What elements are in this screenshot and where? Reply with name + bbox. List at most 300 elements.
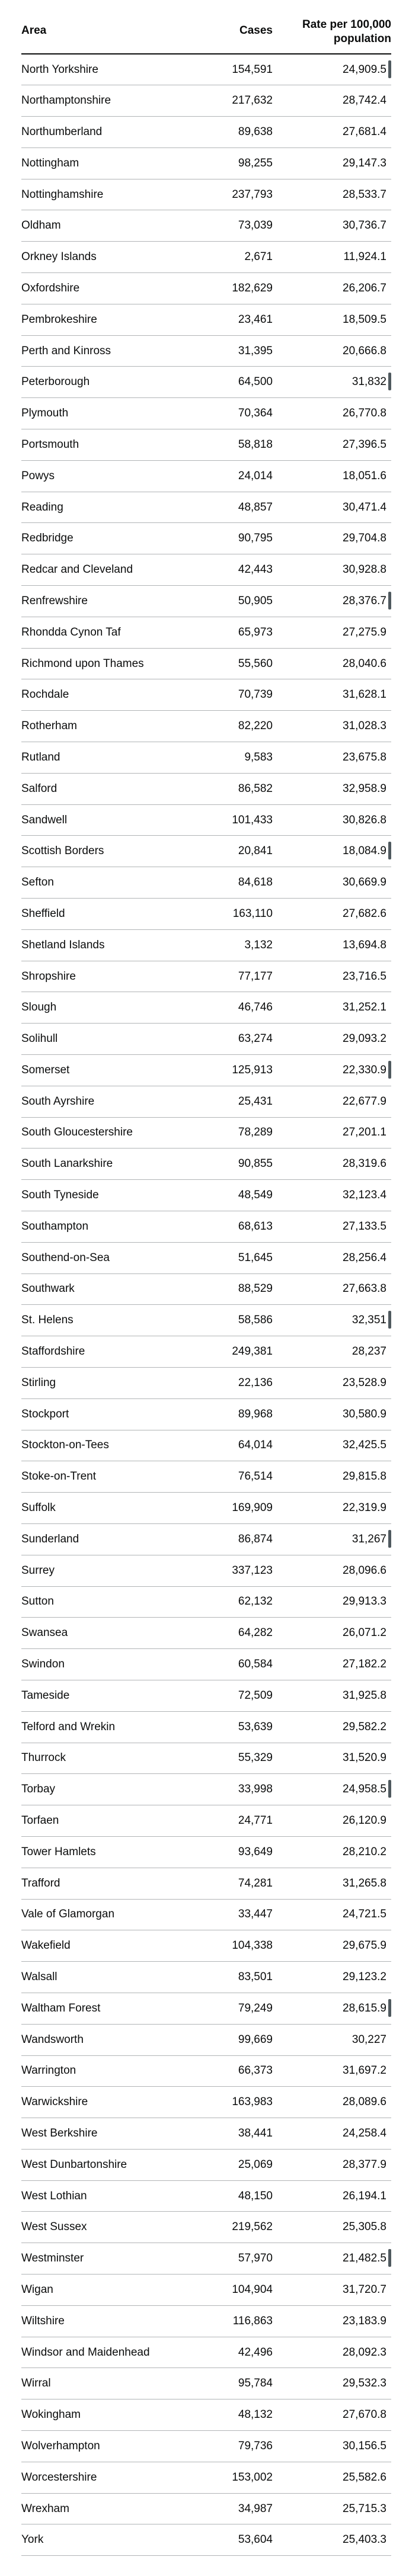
column-header-rate[interactable]: Rate per 100,000 population xyxy=(276,0,391,54)
table-row xyxy=(21,367,391,398)
cases-cell: 79,736 xyxy=(199,2431,276,2462)
rate-value: 32,351 xyxy=(352,1314,386,1327)
area-cell: North Yorkshire xyxy=(21,54,199,85)
rate-cell xyxy=(276,2275,391,2306)
rate-value: 28,237 xyxy=(352,1345,386,1358)
area-cell: St. Helens xyxy=(21,1305,199,1336)
cases-cell: 33,447 xyxy=(199,1899,276,1930)
table-row xyxy=(21,54,391,85)
cases-cell: 42,443 xyxy=(199,554,276,586)
cases-cell: 93,649 xyxy=(199,1836,276,1868)
rate-cell xyxy=(276,460,391,492)
rate-value: 32,958.9 xyxy=(343,782,386,795)
rate-value: 30,580.9 xyxy=(343,1407,386,1420)
cases-cell: 90,795 xyxy=(199,523,276,554)
rate-value: 18,509.5 xyxy=(343,313,386,326)
rate-value: 28,096.6 xyxy=(343,1564,386,1577)
rate-value: 24,721.5 xyxy=(343,1908,386,1921)
area-cell: Wolverhampton xyxy=(21,2431,199,2462)
rate-cell xyxy=(276,1461,391,1493)
cases-cell: 89,968 xyxy=(199,1398,276,1430)
cases-cell: 53,604 xyxy=(199,2524,276,2556)
table-row xyxy=(21,1649,391,1680)
rate-cell xyxy=(276,304,391,335)
cases-cell: 77,177 xyxy=(199,961,276,992)
rate-cell xyxy=(276,2462,391,2493)
cases-cell: 99,669 xyxy=(199,2024,276,2055)
rate-value: 22,677.9 xyxy=(343,1095,386,1108)
cases-cell: 101,433 xyxy=(199,804,276,836)
area-cell: South Gloucestershire xyxy=(21,1117,199,1149)
rate-value: 25,305.8 xyxy=(343,2221,386,2234)
rate-value: 28,533.7 xyxy=(343,188,386,201)
cases-cell: 25,431 xyxy=(199,1086,276,1117)
table-row xyxy=(21,2368,391,2399)
area-cell: Tower Hamlets xyxy=(21,1836,199,1868)
table-row xyxy=(21,773,391,804)
cases-cell: 57,970 xyxy=(199,2243,276,2275)
area-cell: Torfaen xyxy=(21,1805,199,1837)
cases-cell: 48,549 xyxy=(199,1180,276,1211)
rate-value: 27,682.6 xyxy=(343,907,386,920)
scroll-indicator[interactable] xyxy=(388,1780,391,1798)
area-cell: Torbay xyxy=(21,1774,199,1805)
table-row xyxy=(21,554,391,586)
cases-cell: 24,771 xyxy=(199,1805,276,1837)
table-row xyxy=(21,1962,391,1993)
rate-value: 18,051.6 xyxy=(343,469,386,482)
rate-cell xyxy=(276,1555,391,1586)
scroll-indicator[interactable] xyxy=(388,1530,391,1548)
rate-value: 29,093.2 xyxy=(343,1032,386,1045)
rate-value: 29,913.3 xyxy=(343,1595,386,1608)
cases-cell: 42,496 xyxy=(199,2337,276,2368)
cases-cell: 219,562 xyxy=(199,2212,276,2243)
rate-cell xyxy=(276,742,391,774)
rate-value: 29,582.2 xyxy=(343,1720,386,1733)
rate-value: 30,471.4 xyxy=(343,501,386,514)
rate-cell xyxy=(276,992,391,1024)
rate-cell xyxy=(276,2118,391,2150)
rate-cell xyxy=(276,1273,391,1305)
scroll-indicator[interactable] xyxy=(388,2249,391,2267)
area-cell: Orkney Islands xyxy=(21,242,199,273)
rate-cell xyxy=(276,1805,391,1837)
rate-cell xyxy=(276,2524,391,2556)
cases-cell: 51,645 xyxy=(199,1242,276,1273)
rate-value: 27,133.5 xyxy=(343,1220,386,1233)
table-row xyxy=(21,179,391,210)
rate-cell xyxy=(276,2055,391,2087)
area-cell: Southampton xyxy=(21,1211,199,1242)
area-cell: Oldham xyxy=(21,210,199,242)
rate-cell xyxy=(276,179,391,210)
scroll-indicator[interactable] xyxy=(388,1999,391,2017)
table-row xyxy=(21,2243,391,2275)
table-header xyxy=(21,0,391,54)
rate-cell xyxy=(276,1336,391,1368)
rate-value: 27,201.1 xyxy=(343,1126,386,1139)
table-row xyxy=(21,929,391,961)
rate-value: 30,928.8 xyxy=(343,563,386,576)
rate-cell xyxy=(276,273,391,304)
table-row xyxy=(21,1180,391,1211)
table-row xyxy=(21,836,391,867)
area-cell: Nottingham xyxy=(21,147,199,179)
rate-cell xyxy=(276,1367,391,1398)
rate-cell xyxy=(276,1586,391,1618)
rate-cell xyxy=(276,1680,391,1711)
area-cell: Reading xyxy=(21,492,199,523)
rate-value: 28,376.7 xyxy=(343,594,386,607)
cases-cell: 163,983 xyxy=(199,2087,276,2118)
rate-cell xyxy=(276,2431,391,2462)
table-row xyxy=(21,523,391,554)
table-row xyxy=(21,117,391,148)
table-row xyxy=(21,1086,391,1117)
area-cell: Sefton xyxy=(21,867,199,899)
cases-cell: 22,136 xyxy=(199,1367,276,1398)
table-row xyxy=(21,1273,391,1305)
table-row xyxy=(21,492,391,523)
area-cell: Swindon xyxy=(21,1649,199,1680)
rate-cell xyxy=(276,147,391,179)
rate-value: 20,666.8 xyxy=(343,344,386,357)
table-row xyxy=(21,1398,391,1430)
rate-value: 29,147.3 xyxy=(343,156,386,169)
scroll-indicator[interactable] xyxy=(388,842,391,859)
rate-value: 23,183.9 xyxy=(343,2314,386,2327)
cases-cell: 34,987 xyxy=(199,2493,276,2524)
cases-cell: 74,281 xyxy=(199,1868,276,1899)
rate-cell xyxy=(276,554,391,586)
area-cell: Southend-on-Sea xyxy=(21,1242,199,1273)
rate-value: 28,089.6 xyxy=(343,2096,386,2109)
area-cell: Wandsworth xyxy=(21,2024,199,2055)
cases-cell: 3,132 xyxy=(199,929,276,961)
area-cell: Pembrokeshire xyxy=(21,304,199,335)
column-header-cases[interactable]: Cases xyxy=(199,0,276,54)
area-cell: Stoke-on-Trent xyxy=(21,1461,199,1493)
rate-cell xyxy=(276,773,391,804)
area-cell: Salford xyxy=(21,773,199,804)
cases-cell: 104,338 xyxy=(199,1930,276,1962)
area-cell: Oxfordshire xyxy=(21,273,199,304)
area-cell: Telford and Wrekin xyxy=(21,1711,199,1743)
rate-cell xyxy=(276,1055,391,1086)
table-row xyxy=(21,1149,391,1180)
area-cell: Shetland Islands xyxy=(21,929,199,961)
rate-value: 31,028.3 xyxy=(343,720,386,733)
cases-cell: 76,514 xyxy=(199,1461,276,1493)
rate-cell xyxy=(276,2180,391,2212)
area-cell: Rhondda Cynon Taf xyxy=(21,617,199,648)
rate-cell xyxy=(276,210,391,242)
cases-cell: 62,132 xyxy=(199,1586,276,1618)
table-row xyxy=(21,1024,391,1055)
scroll-indicator[interactable] xyxy=(388,373,391,390)
rate-value: 25,715.3 xyxy=(343,2502,386,2515)
cases-cell: 58,818 xyxy=(199,429,276,461)
rate-value: 23,675.8 xyxy=(343,750,386,764)
rate-value: 27,396.5 xyxy=(343,438,386,451)
table-row xyxy=(21,1461,391,1493)
area-cell: Worcestershire xyxy=(21,2462,199,2493)
rate-value: 31,832 xyxy=(352,376,386,389)
area-cell: York xyxy=(21,2524,199,2556)
rate-value: 26,770.8 xyxy=(343,407,386,420)
cases-cell: 55,560 xyxy=(199,648,276,679)
rate-value: 27,681.4 xyxy=(343,125,386,138)
rate-cell xyxy=(276,711,391,742)
table-row xyxy=(21,1805,391,1837)
rate-cell xyxy=(276,85,391,117)
cases-cell: 217,632 xyxy=(199,85,276,117)
cases-cell: 237,793 xyxy=(199,179,276,210)
table-row xyxy=(21,1305,391,1336)
scroll-indicator[interactable] xyxy=(388,1061,391,1079)
rate-cell xyxy=(276,523,391,554)
area-cell: Wiltshire xyxy=(21,2305,199,2337)
rate-cell xyxy=(276,1149,391,1180)
area-cell: Waltham Forest xyxy=(21,1993,199,2024)
cases-cell: 84,618 xyxy=(199,867,276,899)
table-row xyxy=(21,1680,391,1711)
rate-cell xyxy=(276,1868,391,1899)
area-cell: Suffolk xyxy=(21,1493,199,1524)
rate-cell xyxy=(276,335,391,367)
table-row xyxy=(21,2024,391,2055)
rate-value: 32,425.5 xyxy=(343,1439,386,1452)
rate-value: 26,194.1 xyxy=(343,2189,386,2202)
rate-cell xyxy=(276,398,391,429)
rate-cell xyxy=(276,1430,391,1461)
rate-value: 31,720.7 xyxy=(343,2283,386,2296)
rate-cell xyxy=(276,1649,391,1680)
table-row xyxy=(21,2212,391,2243)
rate-value: 30,156.5 xyxy=(343,2439,386,2452)
rate-value: 11,924.1 xyxy=(343,251,386,264)
area-cell: South Tyneside xyxy=(21,1180,199,1211)
rate-cell xyxy=(276,836,391,867)
cases-cell: 64,500 xyxy=(199,367,276,398)
rate-value: 28,040.6 xyxy=(343,657,386,670)
rate-cell xyxy=(276,54,391,85)
rate-cell xyxy=(276,1493,391,1524)
cases-cell: 64,282 xyxy=(199,1618,276,1649)
table-row xyxy=(21,2118,391,2150)
area-cell: Renfrewshire xyxy=(21,586,199,617)
table-row xyxy=(21,1117,391,1149)
cases-cell: 25,069 xyxy=(199,2149,276,2180)
rate-value: 30,736.7 xyxy=(343,219,386,232)
rate-value: 29,675.9 xyxy=(343,1939,386,1952)
cases-cell: 116,863 xyxy=(199,2305,276,2337)
cases-cell: 169,909 xyxy=(199,1493,276,1524)
table-row xyxy=(21,1055,391,1086)
rate-cell xyxy=(276,1618,391,1649)
rate-value: 30,227 xyxy=(352,2033,386,2046)
area-cell: Walsall xyxy=(21,1962,199,1993)
table-row xyxy=(21,2087,391,2118)
rate-value: 27,663.8 xyxy=(343,1282,386,1295)
rate-value: 24,258.4 xyxy=(343,2126,386,2139)
table-row xyxy=(21,2399,391,2431)
rate-value: 13,694.8 xyxy=(343,938,386,951)
table-row xyxy=(21,2493,391,2524)
rate-value: 30,669.9 xyxy=(343,876,386,889)
area-cell: Sunderland xyxy=(21,1523,199,1555)
rate-cell xyxy=(276,804,391,836)
cases-cell: 125,913 xyxy=(199,1055,276,1086)
rate-cell xyxy=(276,1993,391,2024)
rate-cell xyxy=(276,2243,391,2275)
rate-cell xyxy=(276,1024,391,1055)
area-cell: Tameside xyxy=(21,1680,199,1711)
cases-cell: 53,639 xyxy=(199,1711,276,1743)
rate-cell xyxy=(276,2305,391,2337)
area-cell: West Lothian xyxy=(21,2180,199,2212)
table-row xyxy=(21,992,391,1024)
table-row xyxy=(21,961,391,992)
table-row xyxy=(21,1618,391,1649)
area-cell: Northumberland xyxy=(21,117,199,148)
cases-cell: 70,739 xyxy=(199,679,276,711)
table-row xyxy=(21,1555,391,1586)
cases-cell: 38,441 xyxy=(199,2118,276,2150)
rate-cell xyxy=(276,648,391,679)
table-row xyxy=(21,2055,391,2087)
cases-cell: 72,509 xyxy=(199,1680,276,1711)
table-row xyxy=(21,210,391,242)
rate-cell xyxy=(276,679,391,711)
rate-cell xyxy=(276,1180,391,1211)
scroll-indicator[interactable] xyxy=(388,60,391,78)
cases-cell: 88,529 xyxy=(199,1273,276,1305)
rate-cell xyxy=(276,1117,391,1149)
cases-cell: 65,973 xyxy=(199,617,276,648)
rate-cell xyxy=(276,1836,391,1868)
rate-cell xyxy=(276,1962,391,1993)
rate-cell xyxy=(276,586,391,617)
cases-cell: 24,014 xyxy=(199,460,276,492)
rate-cell xyxy=(276,2212,391,2243)
area-cell: Stockton-on-Tees xyxy=(21,1430,199,1461)
area-cell: Rochdale xyxy=(21,679,199,711)
rate-value: 26,120.9 xyxy=(343,1814,386,1827)
table-row xyxy=(21,1836,391,1868)
area-cell: Powys xyxy=(21,460,199,492)
cases-cell: 79,249 xyxy=(199,1993,276,2024)
cases-cell: 83,501 xyxy=(199,1962,276,1993)
cases-cell: 70,364 xyxy=(199,398,276,429)
table-row xyxy=(21,1242,391,1273)
rate-cell xyxy=(276,1523,391,1555)
area-cell: Sandwell xyxy=(21,804,199,836)
area-cell: Thurrock xyxy=(21,1743,199,1774)
area-cell: Stockport xyxy=(21,1398,199,1430)
rate-cell xyxy=(276,617,391,648)
rate-cell xyxy=(276,1899,391,1930)
area-cell: Warwickshire xyxy=(21,2087,199,2118)
rate-cell xyxy=(276,1743,391,1774)
cases-table xyxy=(21,0,391,2556)
rate-cell xyxy=(276,1086,391,1117)
table-row xyxy=(21,1930,391,1962)
table-row xyxy=(21,398,391,429)
rate-value: 22,319.9 xyxy=(343,1502,386,1515)
table-row xyxy=(21,2337,391,2368)
rate-value: 27,275.9 xyxy=(343,625,386,639)
area-cell: Southwark xyxy=(21,1273,199,1305)
rate-cell xyxy=(276,2368,391,2399)
area-cell: Sheffield xyxy=(21,899,199,930)
rate-cell xyxy=(276,2024,391,2055)
cases-cell: 58,586 xyxy=(199,1305,276,1336)
cases-cell: 48,150 xyxy=(199,2180,276,2212)
area-cell: Perth and Kinross xyxy=(21,335,199,367)
column-header-area[interactable]: Area xyxy=(21,0,199,54)
cases-cell: 2,671 xyxy=(199,242,276,273)
table-row xyxy=(21,1993,391,2024)
cases-cell: 20,841 xyxy=(199,836,276,867)
cases-cell: 60,584 xyxy=(199,1649,276,1680)
scroll-indicator[interactable] xyxy=(388,592,391,609)
table-row xyxy=(21,1711,391,1743)
rate-cell xyxy=(276,2087,391,2118)
scroll-indicator[interactable] xyxy=(388,1311,391,1329)
cases-cell: 48,857 xyxy=(199,492,276,523)
area-cell: Shropshire xyxy=(21,961,199,992)
table-row xyxy=(21,147,391,179)
table-row xyxy=(21,2462,391,2493)
rate-cell xyxy=(276,2493,391,2524)
area-cell: Somerset xyxy=(21,1055,199,1086)
rate-value: 22,330.9 xyxy=(343,1063,386,1076)
rate-value: 28,615.9 xyxy=(343,2001,386,2014)
cases-cell: 182,629 xyxy=(199,273,276,304)
area-cell: Surrey xyxy=(21,1555,199,1586)
area-cell: Peterborough xyxy=(21,367,199,398)
cases-cell: 55,329 xyxy=(199,1743,276,1774)
rate-cell xyxy=(276,2149,391,2180)
cases-cell: 31,395 xyxy=(199,335,276,367)
area-cell: Staffordshire xyxy=(21,1336,199,1368)
area-cell: West Sussex xyxy=(21,2212,199,2243)
table-row xyxy=(21,2305,391,2337)
cases-cell: 86,582 xyxy=(199,773,276,804)
rate-value: 30,826.8 xyxy=(343,813,386,826)
area-cell: Redcar and Cleveland xyxy=(21,554,199,586)
cases-cell: 50,905 xyxy=(199,586,276,617)
area-cell: Stirling xyxy=(21,1367,199,1398)
area-cell: Portsmouth xyxy=(21,429,199,461)
table-row xyxy=(21,85,391,117)
cases-cell: 23,461 xyxy=(199,304,276,335)
area-cell: Trafford xyxy=(21,1868,199,1899)
rate-cell xyxy=(276,929,391,961)
rate-value: 26,071.2 xyxy=(343,1627,386,1640)
table-row xyxy=(21,1430,391,1461)
area-cell: Rutland xyxy=(21,742,199,774)
table-row xyxy=(21,2431,391,2462)
area-cell: South Ayrshire xyxy=(21,1086,199,1117)
table-row xyxy=(21,335,391,367)
rate-value: 25,582.6 xyxy=(343,2471,386,2484)
rate-cell xyxy=(276,1774,391,1805)
table-row xyxy=(21,804,391,836)
area-cell: Scottish Borders xyxy=(21,836,199,867)
